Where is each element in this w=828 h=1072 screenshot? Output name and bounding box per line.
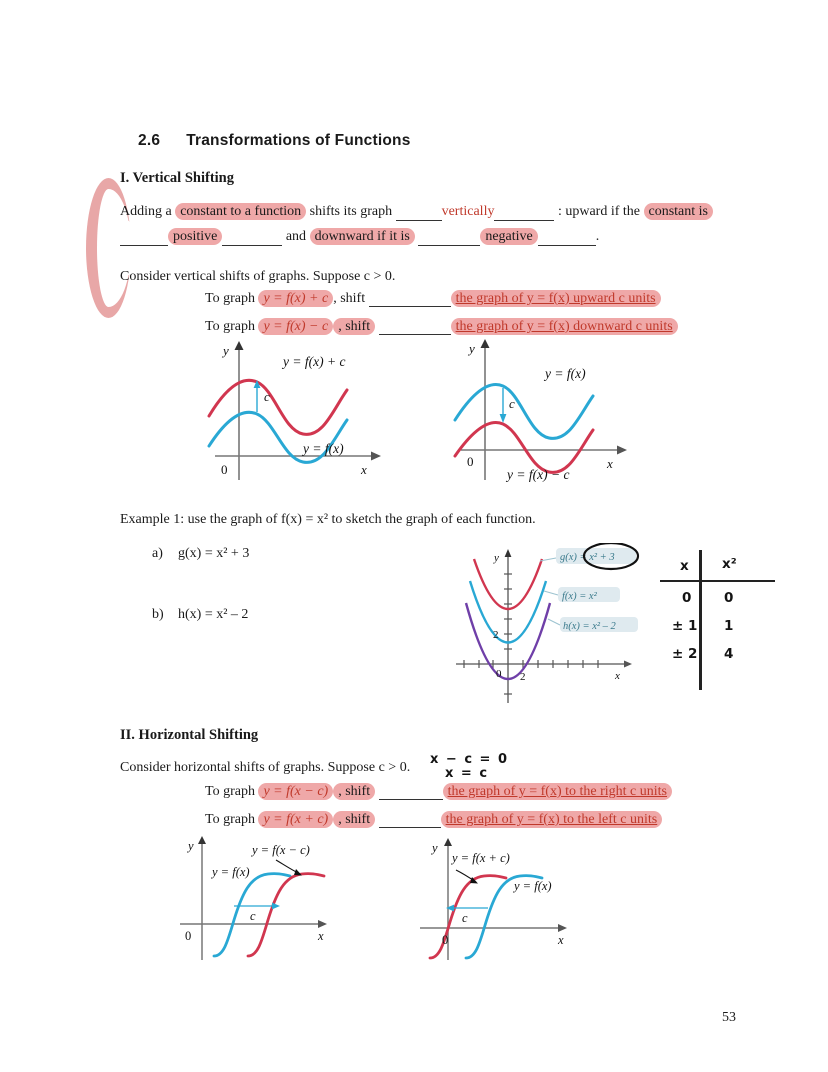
answer-positive: positive — [168, 228, 222, 245]
to-graph-row-vertical-1 — [205, 290, 661, 307]
figure-horizontal-shift-left-svg — [412, 832, 612, 962]
equation-fx-plus-c-horizontal: y = f(x + c) — [258, 811, 333, 828]
consider-vertical-shifts-text — [120, 268, 395, 286]
shift-word-4: , shift — [333, 811, 375, 828]
equation-fx-minus-c: y = f(x) − c — [258, 318, 333, 335]
table-cell-y-2: 4 — [724, 646, 734, 662]
svg-text:0: 0 — [185, 929, 192, 943]
text-adding-a: Adding a — [120, 204, 172, 219]
to-graph-row-vertical-2 — [205, 318, 678, 335]
answer-negative: negative — [480, 228, 537, 245]
svg-text:y = f(x): y = f(x) — [514, 879, 552, 893]
svg-text:c: c — [509, 396, 515, 411]
svg-text:c: c — [264, 389, 270, 404]
table-cell-x-0: 0 — [682, 590, 692, 606]
blank-rule-1a — [396, 202, 442, 221]
svg-text:2: 2 — [493, 629, 499, 641]
page-title — [120, 114, 411, 168]
blank-rule-2d — [538, 227, 596, 246]
blank-rule-2b — [222, 227, 282, 246]
answer-shift-left-c-units: the graph of y = f(x) to the left c units — [441, 811, 663, 828]
svg-text:2: 2 — [520, 671, 526, 683]
svg-text:y: y — [188, 839, 194, 853]
consider-vertical-text: Consider vertical shifts of graphs. Suppose c > 0. — [120, 269, 396, 284]
blank-rule-3 — [369, 290, 451, 307]
to-graph-prefix-1: To graph — [205, 291, 255, 306]
consider-horizontal-shifts-text — [120, 759, 410, 777]
answer-shift-downward-c-units: the graph of y = f(x) downward c units — [451, 318, 678, 335]
figure-parabolas-svg — [452, 543, 642, 708]
blank-rule-2c — [418, 227, 480, 246]
example-item-a-text: g(x) = x² + 3 — [178, 546, 250, 561]
svg-text:x: x — [318, 929, 324, 943]
vertical-shifting-sentence-line2 — [120, 227, 599, 246]
svg-text:y = f(x) − c: y = f(x) − c — [507, 467, 570, 482]
svg-text:f(x) = x²: f(x) = x² — [562, 591, 597, 602]
to-graph-row-horizontal-1 — [205, 783, 672, 800]
figure-horizontal-shift-left — [412, 832, 612, 967]
svg-text:x: x — [607, 456, 613, 471]
table-horizontal-divider — [660, 580, 775, 582]
equation-fx-plus-c: y = f(x) + c — [258, 290, 333, 307]
example-prompt: Example 1: use the graph of f(x) = x² to sketch the graph of each function. — [120, 512, 536, 527]
to-graph-prefix-3: To graph — [205, 784, 255, 799]
figure-horizontal-shift-right-svg — [172, 832, 372, 962]
figure-parabolas — [452, 543, 642, 713]
svg-text:0: 0 — [221, 462, 228, 477]
svg-text:y: y — [494, 552, 499, 564]
answer-shift-upward-c-units: the graph of y = f(x) upward c units — [451, 290, 661, 307]
svg-text:y = f(x) + c: y = f(x) + c — [283, 354, 346, 369]
shift-word-2: , shift — [333, 318, 375, 335]
svg-text:h(x) = x² – 2: h(x) = x² – 2 — [563, 621, 616, 632]
example-item-a-label: a) — [152, 546, 163, 561]
svg-text:y = f(x): y = f(x) — [303, 441, 344, 456]
to-graph-prefix-2: To graph — [205, 319, 255, 334]
svg-text:0: 0 — [467, 454, 474, 469]
example-item-b — [152, 607, 248, 623]
table-cell-x-2: ± 2 — [672, 646, 698, 662]
page-number: 53 — [722, 1010, 736, 1025]
svg-text:y: y — [432, 841, 438, 855]
svg-text:x: x — [361, 462, 367, 477]
consider-horizontal-text: Consider horizontal shifts of graphs. Suppose c > 0. — [120, 760, 411, 775]
title-text: Transformations of Functions — [186, 132, 411, 149]
figure-vertical-shift-up-svg — [195, 338, 395, 483]
svg-text:0: 0 — [496, 668, 502, 680]
to-graph-row-horizontal-2 — [205, 811, 662, 828]
table-header-x: x — [680, 558, 689, 574]
table-vertical-divider — [699, 550, 702, 690]
svg-text:g(x) = x² + 3: g(x) = x² + 3 — [560, 552, 615, 563]
text-period-1: . — [595, 229, 600, 244]
svg-text:c: c — [250, 909, 256, 923]
blank-rule-5 — [379, 783, 443, 800]
section-heading-vertical-shifting: I. Vertical Shifting — [120, 170, 234, 186]
vertical-shifting-sentence-line1 — [120, 202, 713, 221]
table-cell-y-0: 0 — [724, 590, 734, 606]
equation-fx-minus-c-horizontal: y = f(x − c) — [258, 783, 333, 800]
svg-text:c: c — [462, 911, 468, 925]
answer-constant-is: constant is — [644, 203, 714, 220]
shift-word-3: , shift — [333, 783, 375, 800]
svg-text:y: y — [469, 341, 475, 356]
pink-brace-mark — [86, 178, 131, 318]
table-cell-y-1: 1 — [724, 618, 734, 634]
figure-horizontal-shift-right — [172, 832, 372, 967]
table-cell-x-1: ± 1 — [672, 618, 698, 634]
answer-downward-if-it-is: downward if it is — [310, 228, 415, 245]
text-and: and — [285, 229, 307, 244]
svg-text:0: 0 — [442, 933, 449, 947]
text-upward-if-the: : upward if the — [557, 204, 640, 219]
handwritten-note-line2: x = c — [445, 766, 489, 781]
example-item-b-text: h(x) = x² – 2 — [178, 607, 249, 622]
example-item-a — [152, 546, 249, 562]
handwritten-note-line1: x − c = 0 — [430, 752, 509, 767]
svg-text:y = f(x): y = f(x) — [545, 366, 586, 381]
figure-vertical-shift-down — [445, 338, 645, 488]
svg-text:x: x — [558, 933, 564, 947]
figure-vertical-shift-down-svg — [445, 338, 645, 483]
blank-rule-6 — [379, 811, 441, 828]
shift-word-1: , shift — [333, 291, 366, 306]
section-heading-horizontal-shifting: II. Horizontal Shifting — [120, 727, 259, 743]
blank-rule-2a — [120, 227, 168, 246]
section-number: 2.6 — [138, 132, 161, 149]
svg-text:y = f(x − c): y = f(x − c) — [252, 843, 310, 857]
handwritten-value-table — [660, 550, 780, 690]
to-graph-prefix-4: To graph — [205, 812, 255, 827]
example-item-b-label: b) — [152, 607, 164, 622]
figure-vertical-shift-up — [195, 338, 395, 488]
answer-vertically: vertically — [441, 204, 495, 219]
text-shifts-its-graph: shifts its graph — [309, 204, 393, 219]
svg-text:x: x — [615, 670, 620, 682]
svg-text:y = f(x + c): y = f(x + c) — [452, 851, 510, 865]
svg-text:y = f(x): y = f(x) — [212, 865, 250, 879]
blank-rule-1b — [494, 202, 554, 221]
answer-shift-right-c-units: the graph of y = f(x) to the right c units — [443, 783, 672, 800]
blank-rule-4 — [379, 318, 451, 335]
svg-text:y: y — [223, 343, 229, 358]
answer-constant-to-a-function: constant to a function — [175, 203, 306, 220]
table-header-x-squared: x² — [722, 556, 737, 572]
